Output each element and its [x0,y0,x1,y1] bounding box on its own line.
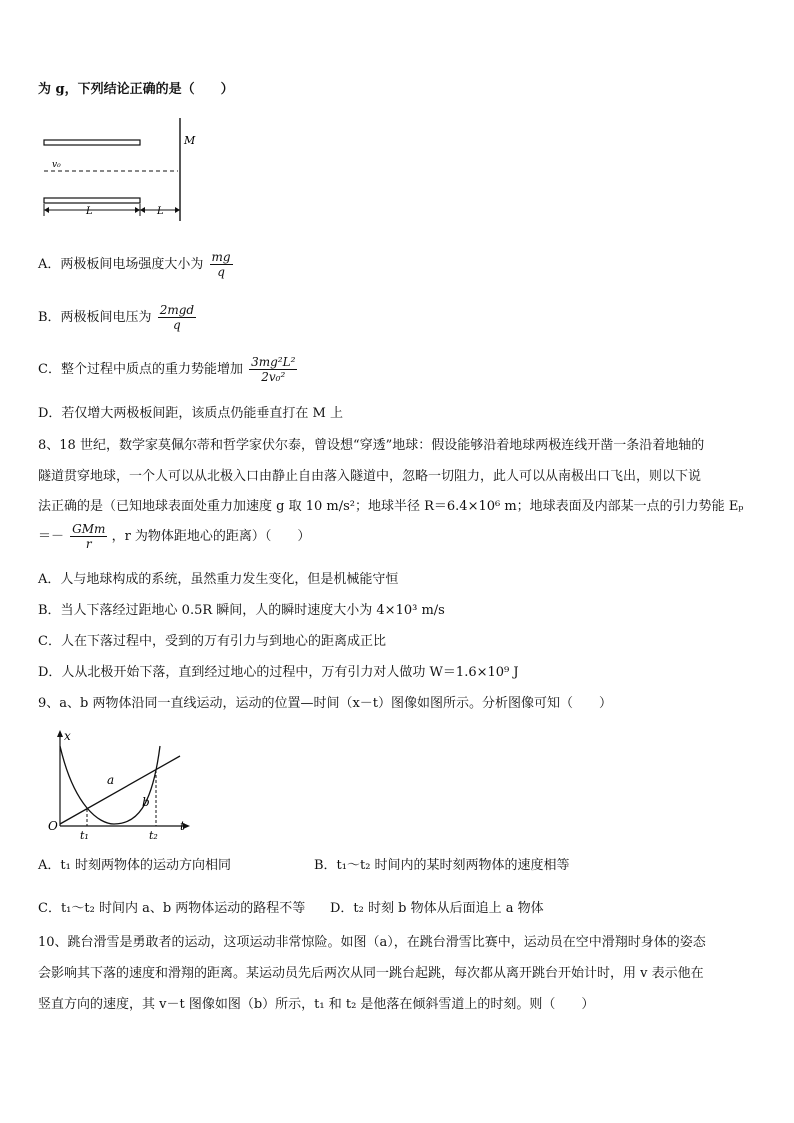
q7-option-d[interactable]: D．若仅增大两极板间距，该质点仍能垂直打在 M 上 [38,406,343,421]
q8-stem-line2: 隧道贯穿地球，一个人可以从北极入口由静止自由落入隧道中，忽略一切阻力，此人可以从南极出口飞出，则以下说 [38,469,702,484]
q8-option-a[interactable]: A．人与地球构成的系统，虽然重力发生变化，但是机械能守恒 [38,572,399,587]
q7-label-L2: L [157,206,164,217]
q7-option-a[interactable] [38,250,233,279]
q9-xt-graph [44,726,204,841]
q7-figure [38,116,218,226]
q9-label-t2: t₂ [149,829,158,841]
q7-option-b-text: B．两极板间电压为 [38,310,152,325]
q9-option-a[interactable]: A．t₁ 时刻两物体的运动方向相同 [38,858,231,873]
q9-option-b[interactable]: B．t₁～t₂ 时间内的某时刻两物体的速度相等 [314,858,570,873]
q7-option-a-text: A．两极板间电场强度大小为 [38,257,204,272]
q9-label-t: t [180,819,185,833]
q10-stem-line2: 会影响其下落的速度和滑翔的距离。某运动员先后两次从同一跳台起跳，每次都从离开跳台开始计时，用 v 表示他在 [38,966,704,981]
q7-stem-tail: 为 g，下列结论正确的是（ ） [38,82,234,97]
q7-option-c[interactable] [38,355,297,384]
q8-option-c[interactable]: C．人在下落过程中，受到的万有引力与到地心的距离成正比 [38,634,386,649]
q9-option-c[interactable]: C．t₁～t₂ 时间内 a、b 两物体运动的路程不等 [38,901,306,916]
q10-stem-line1: 10、跳台滑雪是勇敢者的运动，这项运动非常惊险。如图（a），在跳台滑雪比赛中，运动员在空中滑翔时身体的姿态 [38,935,706,950]
q9-label-origin: O [48,819,58,833]
q9-stem: 9、a、b 两物体沿同一直线运动，运动的位置—时间（x－t）图像如图所示。分析图像可知（ ） [38,696,613,711]
q9-option-d[interactable]: D．t₂ 时刻 b 物体从后面追上 a 物体 [330,901,544,916]
q7-option-a-fraction: $\frac{mg}{q}$ [211,250,231,279]
q9-label-x: x [64,729,71,743]
q7-label-M: M [184,134,196,147]
q7-option-c-text: C．整个过程中质点的重力势能增加 [38,362,243,377]
q7-option-b[interactable] [38,303,196,332]
q8-stem-line4: ＝－ $\frac{\text{GMm}}{r}$ ，r 为物体距地心的距离）（ ） [38,522,311,551]
q9-label-t1: t₁ [80,829,89,841]
q8-stem-line1: 8、18 世纪，数学家莫佩尔蒂和哲学家伏尔泰，曾设想“穿透”地球：假设能够沿着地球两极连线开凿一条沿着地轴的 [38,438,705,453]
q9-label-a: a [107,773,115,787]
q10-stem-line3: 竖直方向的速度，其 v－t 图像如图（b）所示，t₁ 和 t₂ 是他落在倾斜雪道上的时刻。则（ ） [38,997,595,1012]
q8-potential-fraction: $\frac{\text{GMm}}{r}$ [72,522,106,551]
q8-stem-line3: 法正确的是（已知地球表面处重力加速度 g 取 10 m/s²；地球半径 R＝6.4×10⁶ m；地球表面及内部某一点的引力势能 Eₚ [38,499,744,514]
q9-line-a [60,756,180,824]
q7-label-v0: v₀ [52,160,61,170]
q9-label-b: b [142,795,150,809]
q8-option-b[interactable]: B．当人下落经过距地心 0.5R 瞬间，人的瞬时速度大小为 4×10³ m/s [38,603,445,618]
q8-option-d[interactable]: D．人从北极开始下落，直到经过地心的过程中，万有引力对人做功 W＝1.6×10⁹ J [38,665,519,680]
q7-label-L1: L [86,206,93,217]
q7-option-b-fraction: $\frac{\text{2mgd}}{q}$ [159,303,195,332]
q7-option-c-fraction: $\frac{\text{3mg²L²}}{\text{2v₀²}}$ [251,355,296,384]
